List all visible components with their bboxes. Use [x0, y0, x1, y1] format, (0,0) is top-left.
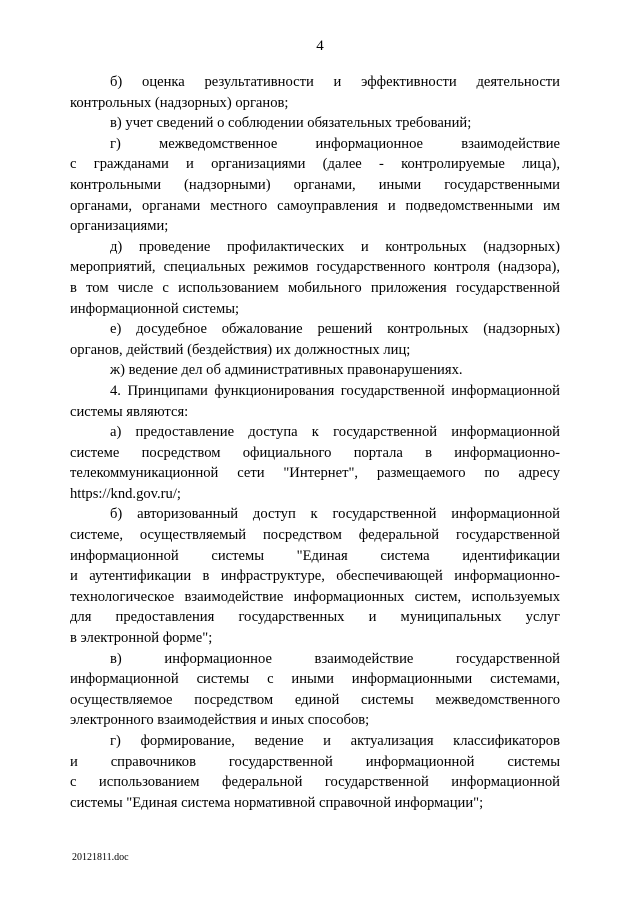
paragraph-line: с использованием федеральной государственной информационной [70, 774, 560, 791]
paragraph-line: информационной системы "Единая система идентификации [70, 547, 560, 564]
paragraph-line: органов, действий (бездействия) их должностных лиц; [70, 341, 411, 358]
paragraph-line: с гражданами и организациями (далее - контролируемые лица), [70, 156, 560, 173]
paragraph-line: органами, органами местного самоуправления и подведомственными им [70, 197, 560, 214]
paragraph [70, 237, 560, 319]
file-name-footer: 20121811.doc [72, 852, 129, 863]
paragraph [70, 134, 560, 237]
paragraph-line: системе, осуществляемый посредством федеральной государственной [70, 527, 560, 544]
paragraph-line: д) проведение профилактических и контрольных (надзорных) [110, 238, 560, 255]
paragraph-line: б) оценка результативности и эффективности деятельности [110, 74, 560, 90]
paragraph [70, 360, 560, 381]
paragraph-line: а) предоставление доступа к государственной информационной [110, 424, 560, 441]
document-body [70, 72, 560, 813]
paragraph-line: информационной системы; [70, 300, 240, 317]
paragraph-line: в) информационное взаимодействие государственной [110, 650, 560, 667]
paragraph-line: г) формирование, ведение и актуализация классификаторов [110, 733, 560, 749]
paragraph [70, 504, 560, 648]
paragraph-line: системы являются: [70, 403, 189, 420]
paragraph-line: системе посредством официального портала в информационно- [70, 444, 560, 461]
paragraph-line: осуществляемое посредством единой системы межведомственного [70, 691, 560, 708]
paragraph-line: и справочников государственной информационной системы [70, 753, 560, 770]
paragraph-line: б) авторизованный доступ к государственной информационной [110, 506, 560, 523]
paragraph-line: е) досудебное обжалование решений контрольных (надзорных) [110, 321, 560, 338]
paragraph-line: 4. Принципами функционирования государственной информационной [110, 382, 560, 399]
paragraph-line: для предоставления государственных и муниципальных услуг [70, 609, 560, 626]
paragraph [70, 649, 560, 731]
paragraph-line: системы "Единая система нормативной справочной информации"; [70, 794, 484, 811]
page-number: 4 [316, 38, 324, 54]
paragraph-line: в электронной форме"; [70, 630, 213, 647]
paragraph-line: мероприятий, специальных режимов государственного контроля (надзора), [70, 259, 560, 276]
paragraph-line: телекоммуникационной сети "Интернет", размещаемого по адресу [70, 465, 560, 482]
paragraph [70, 731, 560, 813]
paragraph [70, 381, 560, 422]
paragraph [70, 72, 560, 113]
paragraph [70, 319, 560, 360]
paragraph-line: контрольными (надзорными) органами, иными государственными [70, 176, 560, 193]
paragraph-line: технологическое взаимодействие информационных систем, используемых [70, 588, 560, 605]
paragraph-line: и аутентификации в инфраструктуре, обеспечивающей информационно- [70, 568, 560, 585]
paragraph-line: в том числе с использованием мобильного приложения государственной [70, 279, 560, 296]
paragraph [70, 422, 560, 504]
paragraph-line: контрольных (надзорных) органов; [70, 94, 289, 111]
paragraph-line: в) учет сведений о соблюдении обязательных требований; [110, 115, 472, 132]
paragraph-line: ж) ведение дел об административных правонарушениях. [110, 362, 463, 379]
paragraph-line: г) межведомственное информационное взаимодействие [110, 135, 560, 152]
paragraph [70, 113, 560, 134]
paragraph-line: https://knd.gov.ru/; [70, 485, 181, 502]
paragraph-line: информационной системы с иными информационными системами, [70, 671, 560, 688]
paragraph-line: организациями; [70, 218, 169, 235]
paragraph-line: электронного взаимодействия и иных способов; [70, 712, 370, 729]
